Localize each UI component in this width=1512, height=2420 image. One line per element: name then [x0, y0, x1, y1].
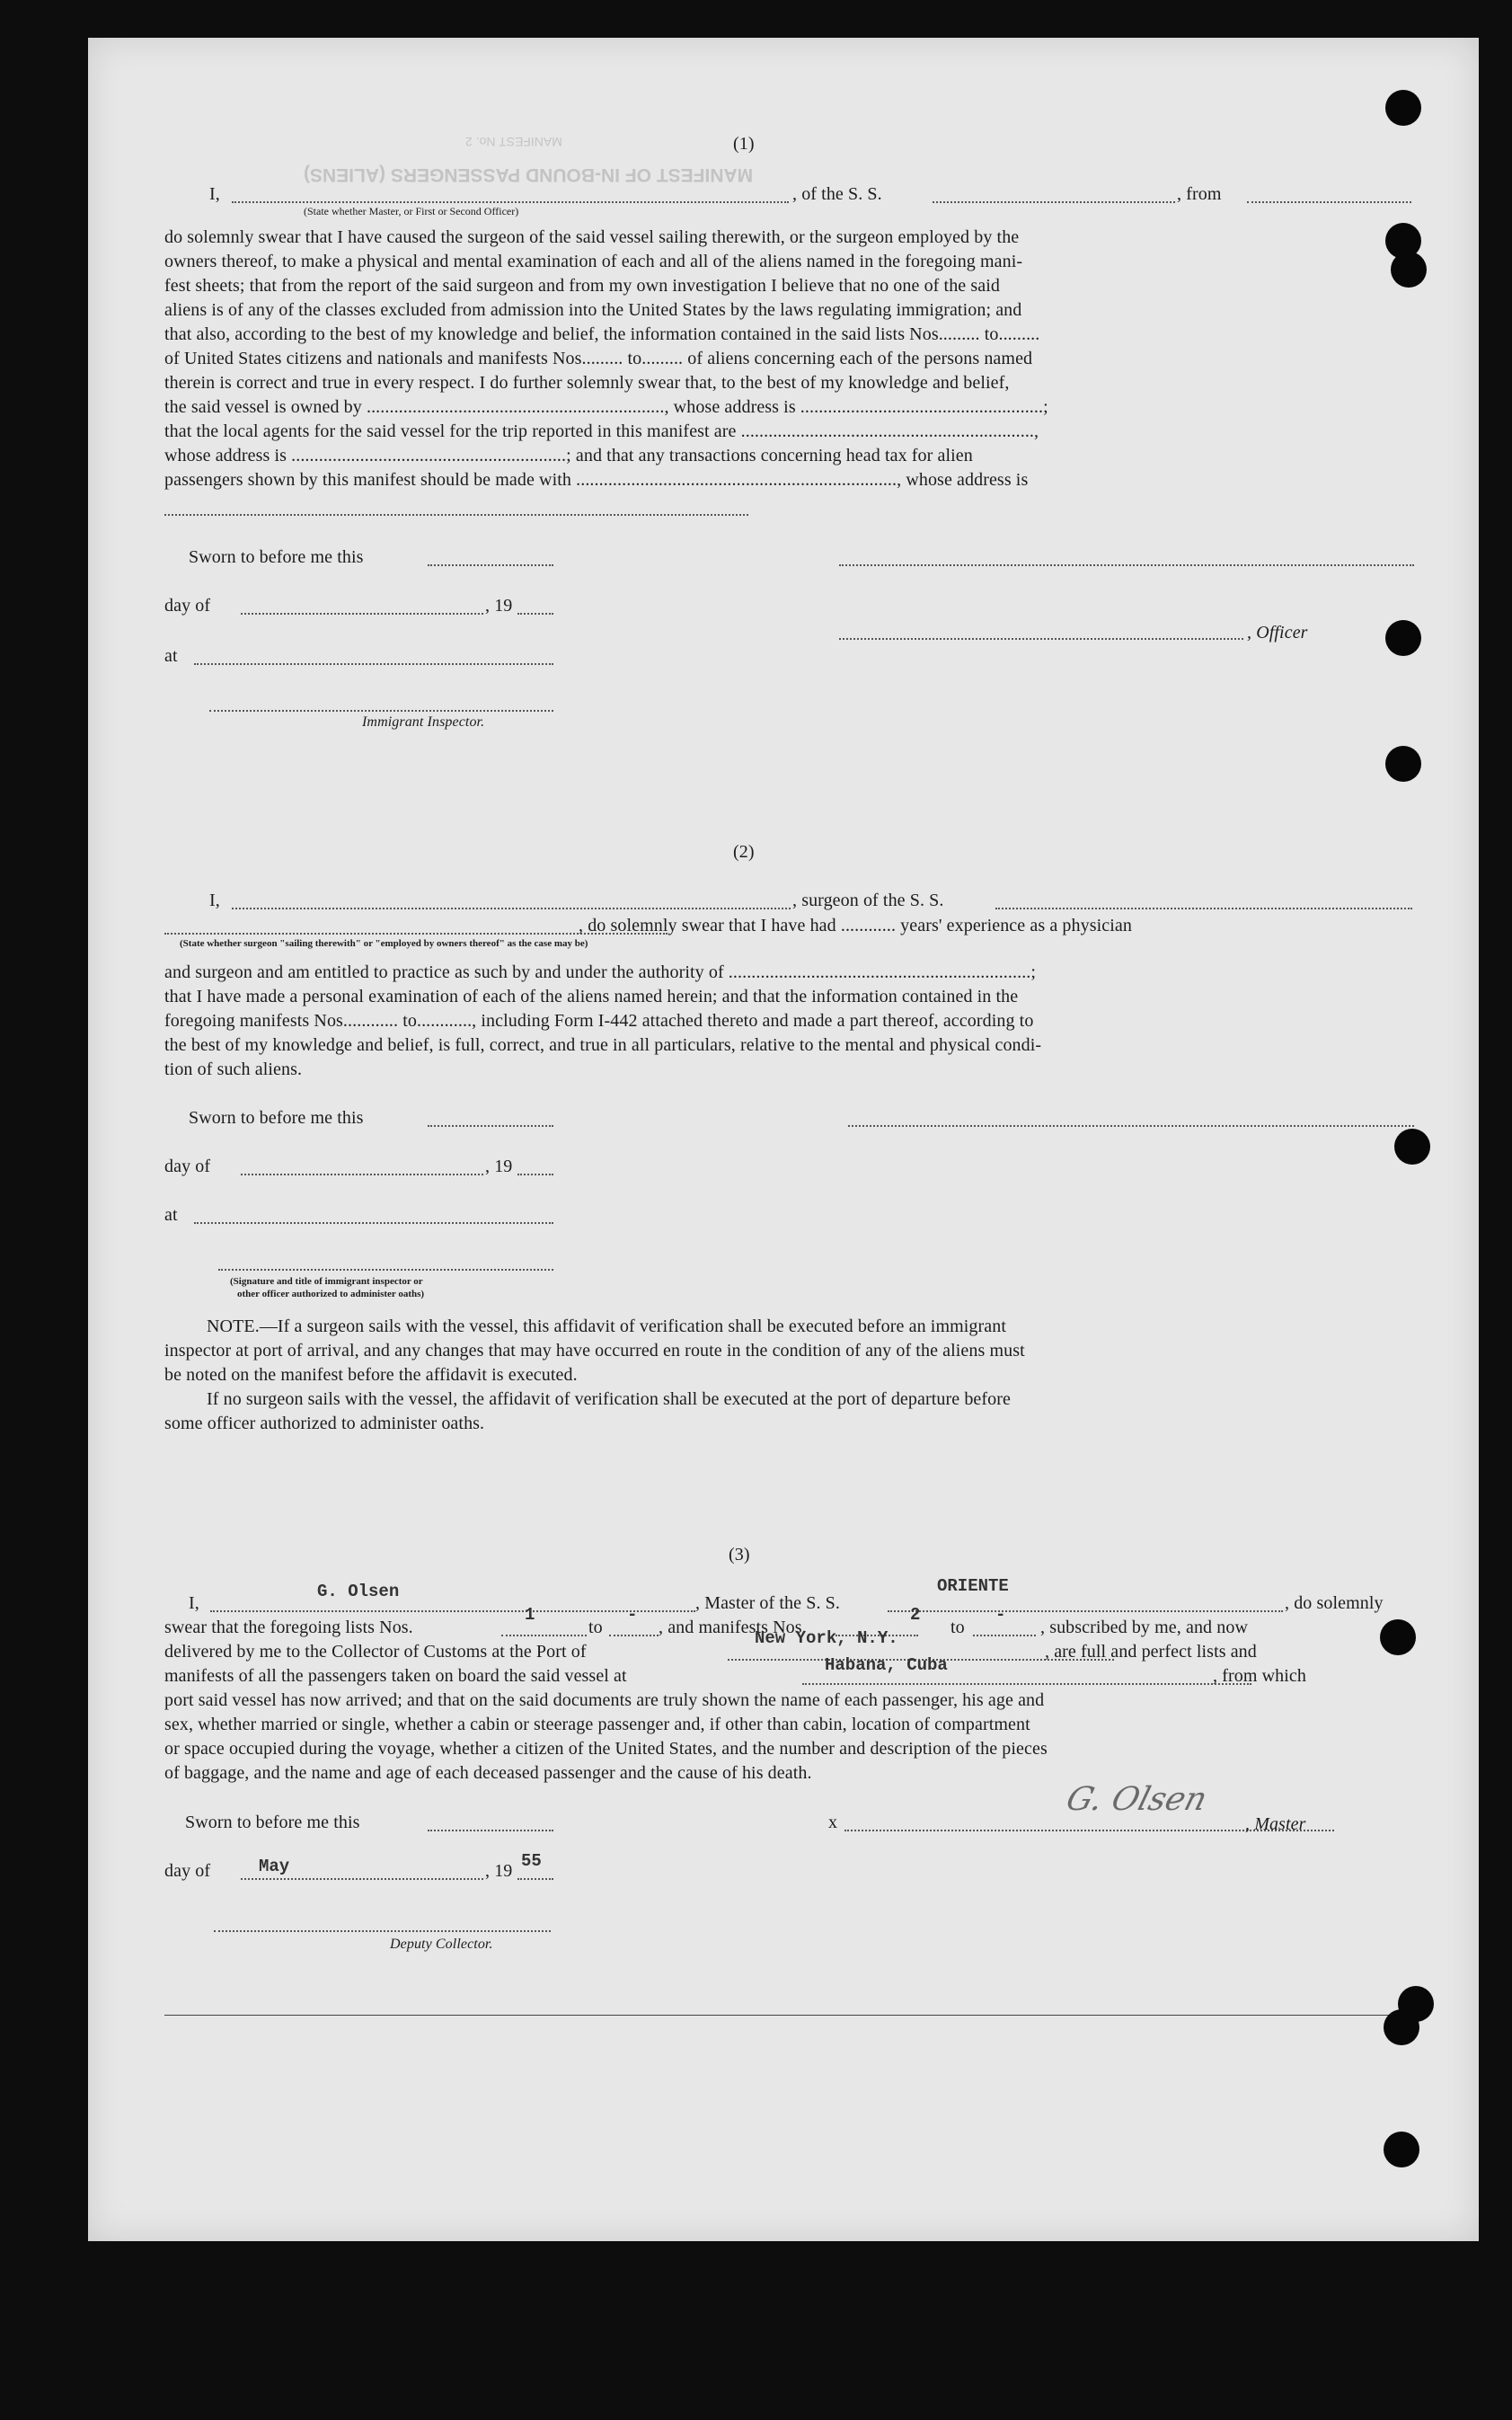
s1-line: that also, according to the best of my knowledge and belief, the information contained in the said lists Nos......... to......... [164, 324, 1040, 344]
s3-year-suffix: 55 [521, 1851, 542, 1871]
s1-year-label: , 19 [485, 596, 513, 616]
s3-sworn-label: Sworn to before me this [185, 1813, 360, 1832]
s2-line: and surgeon and am entitled to practice as such by and under the authority of ..................................................................; [164, 962, 1037, 982]
s3-year-label: , 19 [485, 1861, 513, 1881]
binder-hole [1380, 1619, 1416, 1655]
s1-ship-blank[interactable] [933, 201, 1175, 203]
s2-year-blank[interactable] [517, 1174, 553, 1175]
s3-list-to-blank[interactable] [609, 1635, 659, 1636]
s1-line: do solemnly swear that I have caused the surgeon of the said vessel sailing therewith, or the surgeon employed by the [164, 227, 1020, 247]
bottom-rule [164, 2015, 1409, 2016]
s3-solemnly-label: , do solemnly [1285, 1593, 1384, 1613]
s3-port: New York, N.Y. [755, 1628, 898, 1648]
s2-note-line: NOTE.—If a surgeon sails with the vessel, this affidavit of verification shall be executed before an immigrant [207, 1316, 1007, 1336]
s3-collector-blank[interactable] [214, 1930, 551, 1932]
s1-day-of-label: day of [164, 596, 211, 616]
s3-board-label: manifests of all the passengers taken on board the said vessel at [164, 1666, 627, 1686]
binder-hole [1391, 252, 1427, 288]
s2-note-line: If no surgeon sails with the vessel, the affidavit of verification shall be executed at the port of departure before [207, 1389, 1011, 1409]
binder-hole [1385, 746, 1421, 782]
s3-master-ss-label: , Master of the S. S. [695, 1593, 840, 1613]
s1-address-blank[interactable] [164, 514, 748, 516]
s2-year-label: , 19 [485, 1157, 513, 1176]
s1-officer-blank[interactable] [232, 201, 789, 203]
s1-day-blank[interactable] [241, 613, 483, 615]
s1-sworn-blank[interactable] [428, 564, 553, 566]
document-page [88, 38, 1479, 2241]
s3-manifest-to-blank[interactable] [973, 1635, 1036, 1636]
s2-i-label: I, [209, 891, 220, 910]
s2-sig-caption-2: other officer authorized to administer oaths) [237, 1289, 425, 1299]
s3-subscribed-label: , subscribed by me, and now [1040, 1618, 1248, 1637]
s3-to-label-2: to [951, 1618, 965, 1637]
s3-i-label: I, [189, 1593, 199, 1613]
s1-officer-signature-blank[interactable] [839, 564, 1414, 566]
s2-day-of-label: day of [164, 1157, 211, 1176]
s3-list-to: - [627, 1605, 638, 1625]
s2-line: foregoing manifests Nos............ to............, including Form I-442 attached thereto and made a part thereof, according to [164, 1011, 1034, 1031]
s2-sworn-blank[interactable] [428, 1125, 553, 1127]
s1-state-caption: (State whether Master, or First or Second Officer) [304, 205, 519, 217]
s2-sworn-label: Sworn to before me this [189, 1108, 364, 1128]
s2-line: the best of my knowledge and belief, is full, correct, and true in all particulars, relative to the mental and physical condi- [164, 1035, 1042, 1055]
master-signature: G. Olsen [1062, 1781, 1211, 1818]
s1-officer-title-blank[interactable] [839, 638, 1243, 640]
s1-inspector-caption: Immigrant Inspector. [362, 714, 485, 730]
s3-port-label: delivered by me to the Collector of Customs at the Port of [164, 1642, 587, 1662]
s1-line: owners thereof, to make a physical and mental examination of each and all of the aliens named in the foregoing mani- [164, 252, 1023, 271]
s3-master-label: , Master [1245, 1814, 1306, 1834]
s3-ship-blank[interactable] [888, 1610, 1283, 1612]
s1-of-ss-label: , of the S. S. [792, 184, 882, 204]
s3-line: of baggage, and the name and age of each deceased passenger and the cause of his death. [164, 1763, 812, 1783]
s3-manifests-label: , and manifests Nos. [659, 1618, 807, 1637]
s2-at-label: at [164, 1205, 178, 1225]
s1-year-blank[interactable] [517, 613, 553, 615]
s3-line: or space occupied during the voyage, whether a citizen of the United States, and the number and description of the pieces [164, 1739, 1048, 1759]
s2-line2: , do solemnly swear that I have had ............ years' experience as a physician [579, 916, 1132, 935]
s3-ship-name: ORIENTE [937, 1576, 1009, 1596]
s2-note-line: some officer authorized to administer oaths. [164, 1414, 485, 1433]
s3-year-blank[interactable] [517, 1878, 553, 1880]
section-1-number: (1) [733, 134, 755, 154]
s1-at-blank[interactable] [194, 663, 553, 665]
s1-officer-label: , Officer [1247, 623, 1308, 643]
s1-line: aliens is of any of the classes excluded from admission into the United States by the laws regulating immigration; and [164, 300, 1022, 320]
s3-line: port said vessel has now arrived; and that on the said documents are truly shown the name of each passenger, his age and [164, 1690, 1045, 1710]
s2-note-line: inspector at port of arrival, and any changes that may have occurred en route in the condition of any of the aliens must [164, 1341, 1025, 1361]
section-3-number: (3) [729, 1545, 750, 1565]
binder-hole [1385, 90, 1421, 126]
s2-at-blank[interactable] [194, 1222, 553, 1224]
s3-day-blank[interactable] [241, 1878, 483, 1880]
s2-ship-blank[interactable] [995, 908, 1412, 909]
bleed-through-header: MANIFEST OF IN-BOUND PASSENGERS (ALIENS) [304, 164, 754, 185]
s2-sig-caption-1: (Signature and title of immigrant inspector or [230, 1276, 423, 1287]
s1-line: therein is correct and true in every respect. I do further solemnly swear that, to the best of my knowledge and belief, [164, 373, 1010, 393]
s2-surgeon-ss-label: , surgeon of the S. S. [792, 891, 944, 910]
s3-lists-label: swear that the foregoing lists Nos. [164, 1618, 413, 1637]
s1-from-blank[interactable] [1247, 201, 1411, 203]
s1-line: the said vessel is owned by ................................................................., whose address is .....................................................; [164, 397, 1048, 417]
s2-note-line: be noted on the manifest before the affidavit is executed. [164, 1365, 578, 1385]
binder-hole [1384, 2132, 1419, 2167]
s2-inspector-blank[interactable] [218, 1269, 553, 1271]
s1-line: of United States citizens and nationals and manifests Nos......... to......... of aliens concerning each of the persons named [164, 349, 1033, 368]
s3-master-name: G. Olsen [317, 1582, 400, 1601]
s1-from-label: , from [1177, 184, 1222, 204]
s2-day-blank[interactable] [241, 1174, 483, 1175]
s3-sworn-blank[interactable] [428, 1830, 553, 1831]
s3-manifest-to: - [995, 1605, 1006, 1625]
s3-list-from-blank[interactable] [501, 1635, 587, 1636]
binder-hole [1394, 1129, 1430, 1165]
s2-line: tion of such aliens. [164, 1059, 303, 1079]
s3-line: sex, whether married or single, whether a cabin or steerage passenger and, if other than cabin, location of compartment [164, 1715, 1030, 1734]
bleed-through-subheader: MANIFEST No. 2 [465, 135, 562, 149]
section-2-number: (2) [733, 842, 755, 862]
s3-manifest-from: 2 [910, 1605, 921, 1625]
s1-i-label: I, [209, 184, 220, 204]
s2-surgeon-signature-blank[interactable] [848, 1125, 1414, 1127]
s3-deputy-caption: Deputy Collector. [390, 1937, 493, 1952]
binder-hole [1384, 2009, 1419, 2045]
s3-day: May [259, 1857, 290, 1876]
s3-list-from: 1 [525, 1605, 535, 1625]
s3-departure: Habana, Cuba [825, 1655, 948, 1675]
s2-state-caption: (State whether surgeon "sailing therewith" or "employed by owners thereof" as the case may be) [180, 938, 588, 949]
s3-perfect-label: , are full and perfect lists and [1045, 1642, 1257, 1662]
s3-x-mark: x [828, 1813, 838, 1832]
s1-line: whose address is ............................................................; and that any transactions concerning head tax for alien [164, 446, 973, 465]
s1-line: that the local agents for the said vessel for the trip reported in this manifest are ................................................................, [164, 421, 1039, 441]
s1-at-label: at [164, 646, 178, 666]
s3-master-blank[interactable] [210, 1610, 695, 1612]
s3-day-of-label: day of [164, 1861, 211, 1881]
s2-line: that I have made a personal examination of each of the aliens named herein; and that the information contained in the [164, 987, 1019, 1006]
s3-to-label-1: to [588, 1618, 603, 1637]
s1-line: passengers shown by this manifest should be made with ......................................................................, whose address is [164, 470, 1029, 490]
s2-surgeon-blank[interactable] [232, 908, 791, 909]
s3-departure-blank[interactable] [802, 1683, 1251, 1685]
s3-from-which-label: , from which [1213, 1666, 1306, 1686]
s1-line: fest sheets; that from the report of the said surgeon and from my own investigation I believe that no one of the said [164, 276, 1000, 296]
s1-sworn-label: Sworn to before me this [189, 547, 364, 567]
binder-hole [1385, 620, 1421, 656]
